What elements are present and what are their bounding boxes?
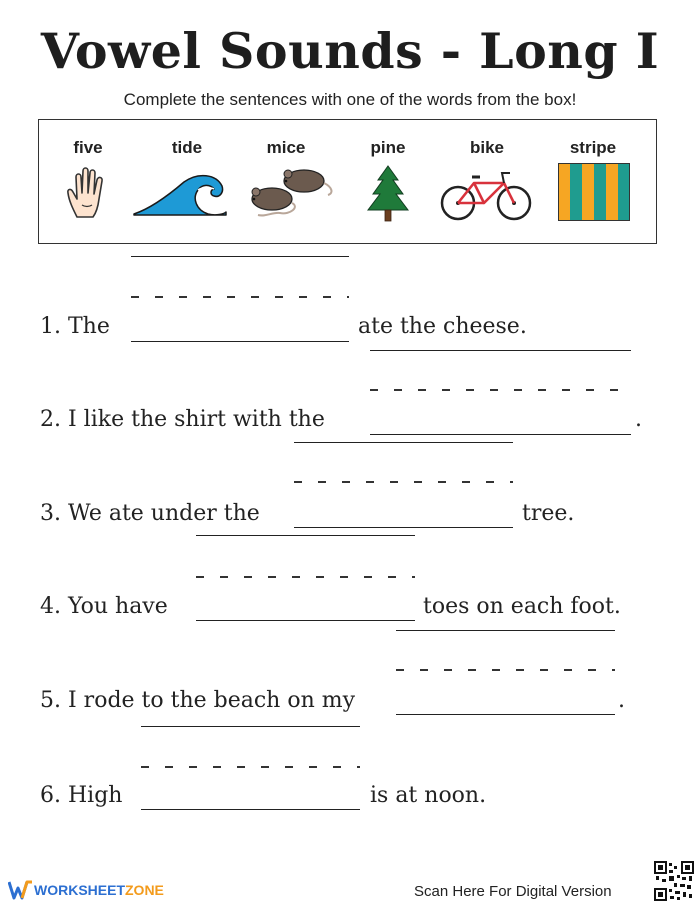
- guide-dashed-line: [396, 669, 615, 671]
- sentence-after: toes on each foot.: [423, 594, 621, 619]
- guide-line: [294, 442, 513, 443]
- sentence-after: is at noon.: [370, 783, 487, 808]
- sentence-number: 2.: [40, 407, 61, 432]
- sentence-6: [40, 783, 122, 808]
- sentence-before: I rode to the beach on my: [68, 688, 356, 713]
- sentence-3: [40, 501, 260, 526]
- guide-dashed-line: [141, 766, 360, 768]
- instructions: Complete the sentences with one of the words from the box!: [123, 90, 577, 109]
- sentence-after: .: [635, 407, 642, 432]
- word-mice: mice: [266, 138, 306, 157]
- sentence-before: High: [68, 783, 123, 808]
- wave-icon: [132, 172, 228, 216]
- guide-line: [141, 726, 360, 727]
- page-title: Vowel Sounds - Long I: [40, 22, 660, 80]
- logo-w-icon: [8, 880, 34, 900]
- word-five: five: [73, 138, 103, 157]
- hand-icon: [65, 165, 113, 220]
- sentence-number: 4.: [40, 594, 61, 619]
- word-stripe: stripe: [569, 138, 617, 157]
- sentence-5: [40, 688, 355, 713]
- word-box: [38, 119, 657, 244]
- answer-blank-4[interactable]: [196, 620, 415, 621]
- pine-tree-icon: [365, 164, 411, 224]
- sentence-number: 1.: [40, 314, 61, 339]
- logo-text-zone: ZONE: [125, 882, 164, 898]
- stripes-icon: [558, 163, 630, 221]
- sentence-before: The: [68, 314, 110, 339]
- mice-icon: [238, 165, 338, 221]
- answer-blank-3[interactable]: [294, 527, 513, 528]
- guide-line: [396, 630, 615, 631]
- sentence-1: [40, 314, 110, 339]
- answer-blank-5[interactable]: [396, 714, 615, 715]
- sentence-after: ate the cheese.: [358, 314, 527, 339]
- sentence-number: 6.: [40, 783, 61, 808]
- guide-dashed-line: [370, 389, 631, 391]
- worksheetzone-logo[interactable]: [8, 880, 164, 900]
- word-bike: bike: [469, 138, 505, 157]
- sentence-after: .: [618, 688, 625, 713]
- guide-dashed-line: [196, 576, 415, 578]
- sentence-number: 5.: [40, 688, 61, 713]
- sentence-2: [40, 407, 325, 432]
- guide-line: [370, 350, 631, 351]
- answer-blank-6[interactable]: [141, 809, 360, 810]
- guide-line: [131, 256, 349, 257]
- logo-text-worksheet: WORKSHEET: [34, 882, 125, 898]
- qr-code-icon[interactable]: [654, 861, 694, 901]
- bicycle-icon: [438, 167, 534, 223]
- sentence-number: 3.: [40, 501, 61, 526]
- answer-blank-1[interactable]: [131, 341, 349, 342]
- sentence-4: [40, 594, 168, 619]
- answer-blank-2[interactable]: [370, 434, 631, 435]
- sentence-before: You have: [68, 594, 168, 619]
- sentence-before: I like the shirt with the: [68, 407, 325, 432]
- guide-line: [196, 535, 415, 536]
- guide-dashed-line: [131, 296, 349, 298]
- word-pine: pine: [370, 138, 406, 157]
- word-tide: tide: [171, 138, 203, 157]
- sentence-after: tree.: [522, 501, 575, 526]
- guide-dashed-line: [294, 481, 513, 483]
- sentence-before: We ate under the: [68, 501, 260, 526]
- scan-text: Scan Here For Digital Version: [414, 883, 612, 900]
